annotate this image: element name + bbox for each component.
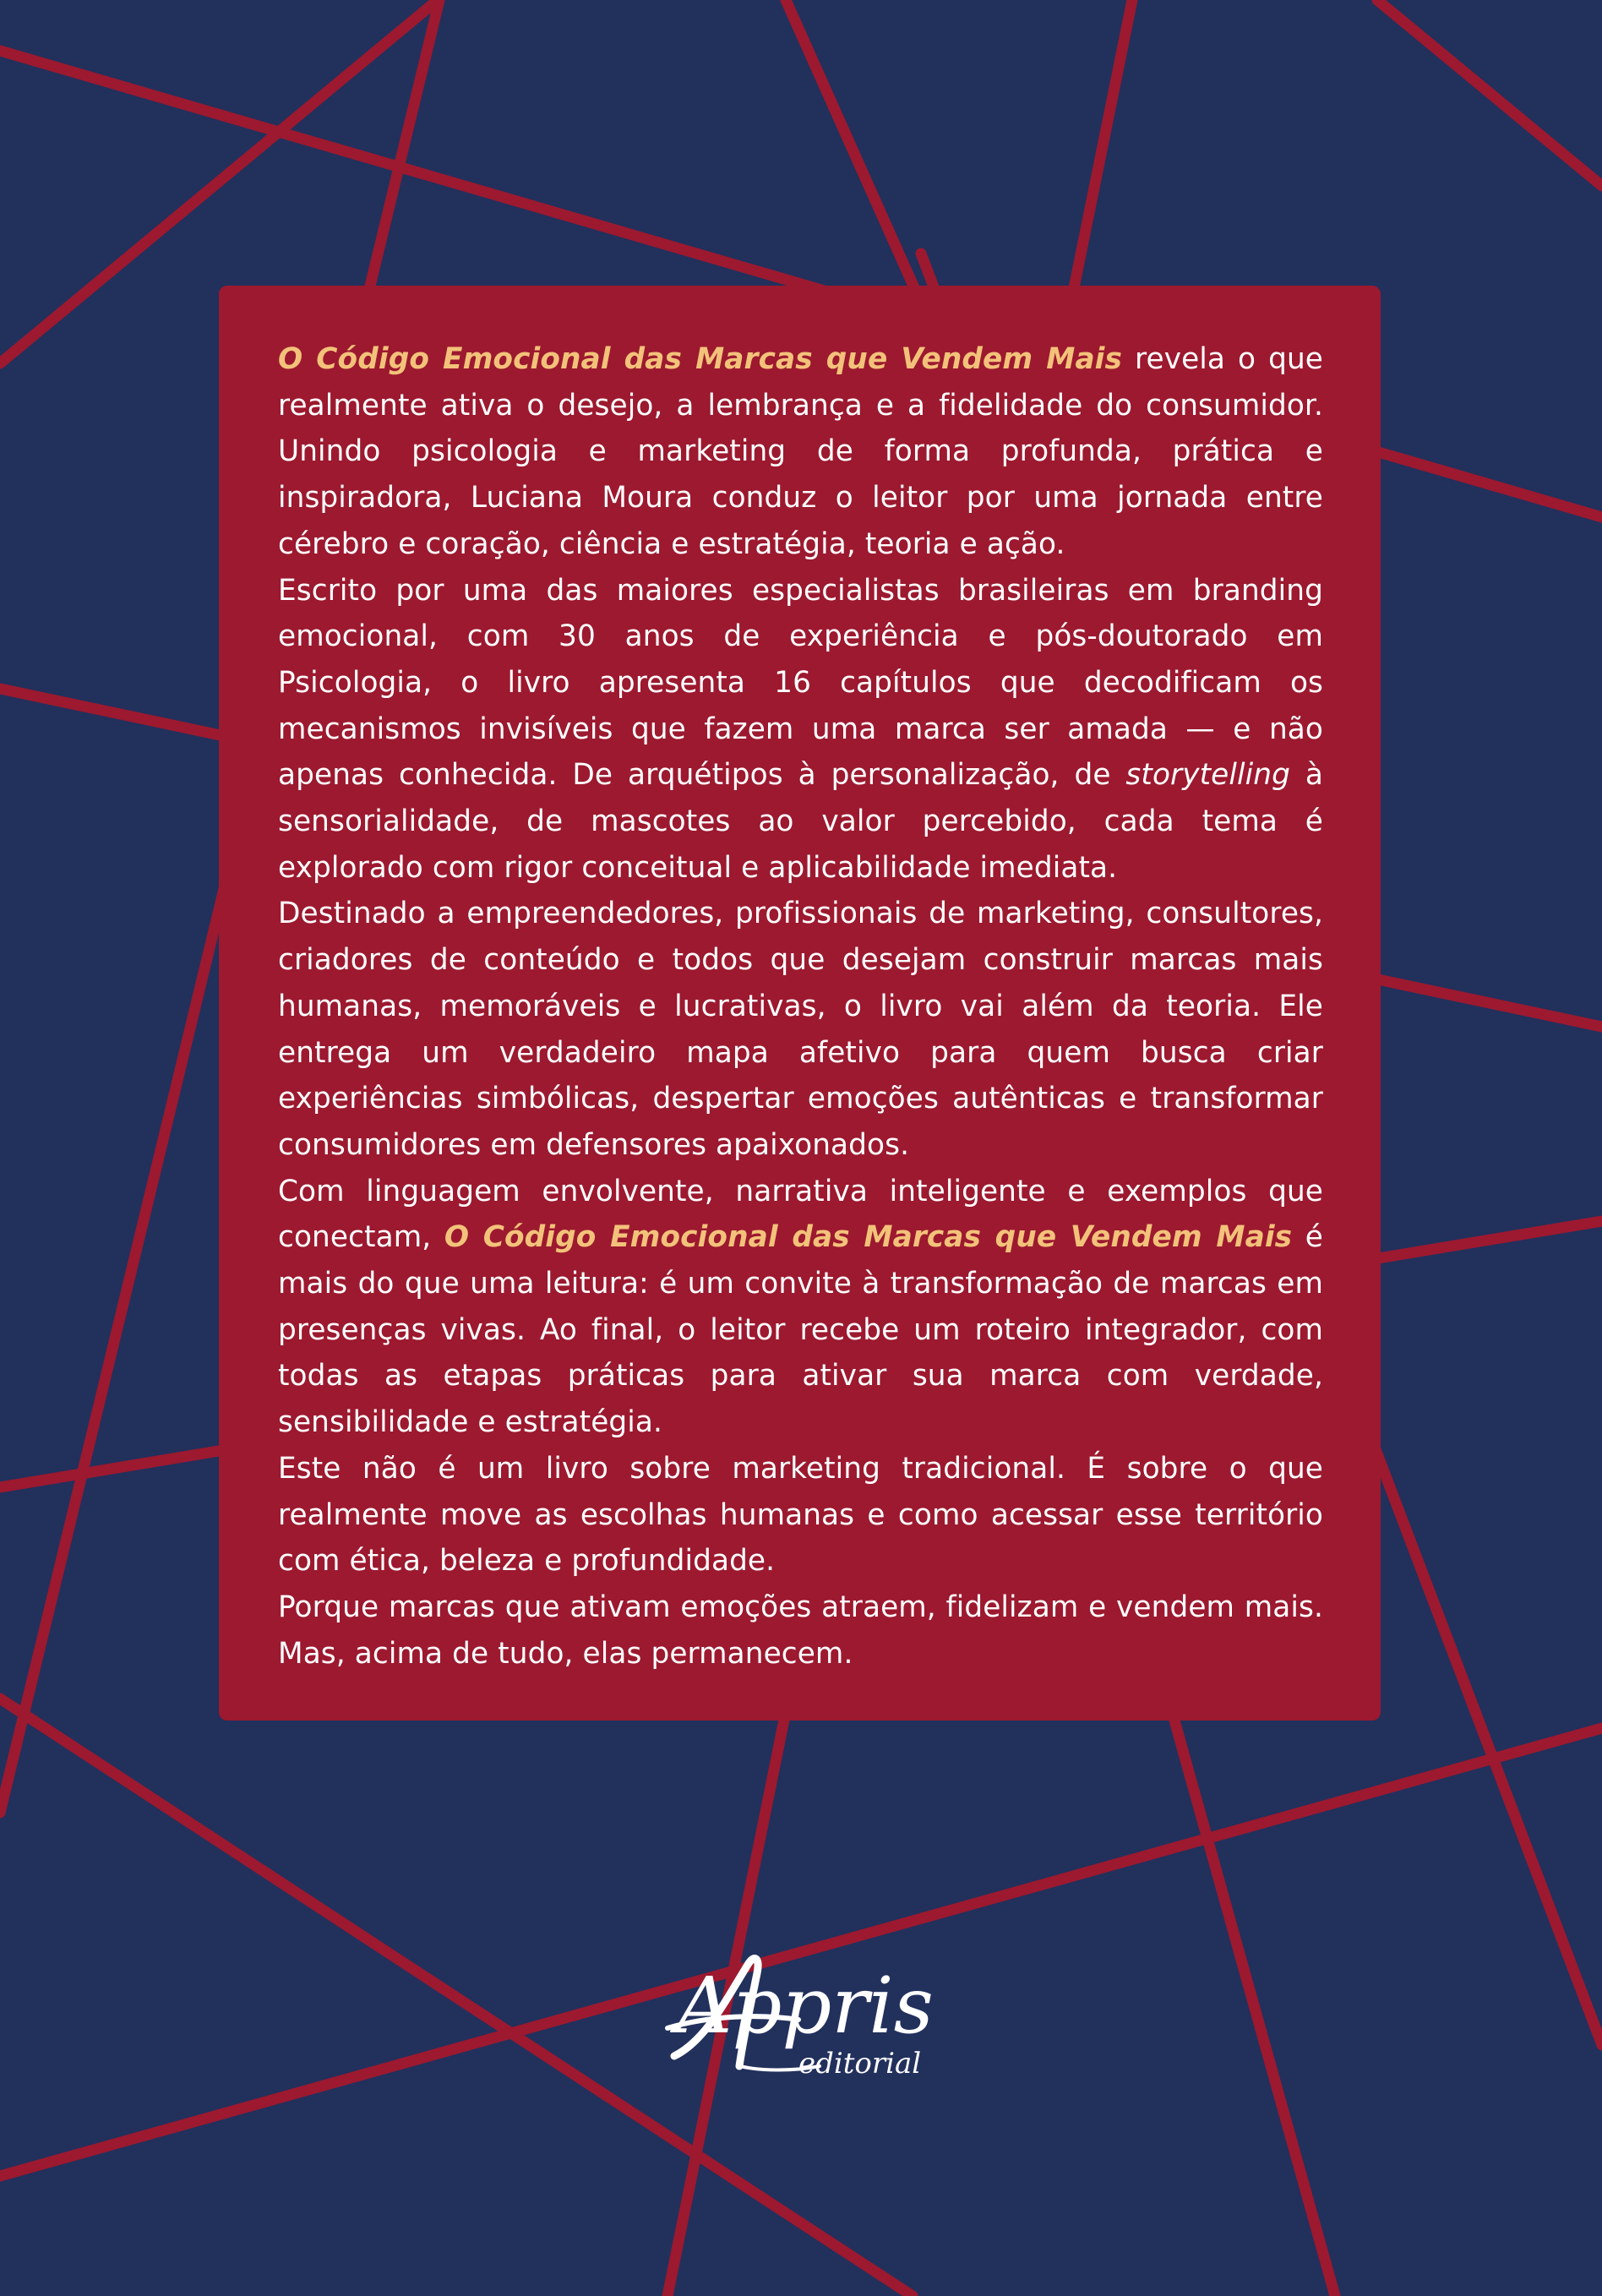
description-panel — [219, 286, 1381, 1721]
logo-wordmark: Appris — [676, 1961, 934, 2051]
book-title-highlight: O Código Emocional das Marcas que Vendem Mais — [278, 342, 1123, 376]
paragraph-4-text-b: é mais do que uma leitura: é um convite à transformação de marcas em presenças vivas. Ao final, o leitor recebe um roteiro integrador, com todas as etapas práticas para ativar sua marca com verdade, sensibilidade e estratégia. — [278, 1220, 1324, 1440]
paragraph-1 — [278, 336, 1323, 568]
bg-line — [1377, 0, 1602, 186]
paragraph-5: Este não é um livro sobre marketing tradicional. É sobre o que realmente move as escolhas humanas e como acessar esse território com ética, beleza e profundidade. — [278, 1451, 1323, 1579]
paragraph-2-italic: storytelling — [1125, 758, 1290, 793]
book-title-highlight: O Código Emocional das Marcas que Vendem Mais — [444, 1220, 1293, 1255]
paragraph-2-text-b: à sensorialidade, de mascotes ao valor percebido, cada tema é explorado com rigor conceitual e aplicabilidade imediata. — [278, 758, 1323, 885]
paragraph-3: Destinado a empreendedores, profissionais de marketing, consultores, criadores de conteúdo e todos que desejam construir marcas mais humanas, memoráveis e lucrativas, o livro vai além da teoria. Ele entrega um verdadeiro mapa afetivo para quem busca criar experiências simbólicas, despertar emoções autênticas e transformar consumidores em defensores apaixonados. — [278, 897, 1323, 1162]
paragraph-4 — [278, 1169, 1323, 1446]
paragraph-6: Porque marcas que ativam emoções atraem, fidelizam e vendem mais. Mas, acima de tudo, elas permanecem. — [278, 1590, 1323, 1671]
bg-line — [1166, 1690, 1335, 2296]
description-text — [278, 336, 1323, 1677]
paragraph-2 — [278, 568, 1323, 892]
paragraph-1-text: revela o que realmente ativa o desejo, a lembrança e a fidelidade do consumidor. Unindo psicologia e marketing de forma profunda, prática e inspiradora, Luciana Moura conduz o leitor por uma jornada entre cérebro e coração, ciência e estratégia, teoria e ação. — [278, 342, 1323, 561]
appris-editorial-logo — [659, 1948, 946, 2087]
paragraph-2-text-a: Escrito por uma das maiores especialistas brasileiras em branding emocional, com 30 anos de experiência e pós-doutorado em Psicologia, o livro apresenta 16 capítulos que decodificam os mecanismos invisíveis que fazem uma marca ser amada — e não apenas conhecida. De arquétipos à personalização, de — [278, 573, 1323, 793]
paragraph-4-text-a: Com linguagem envolvente, narrativa inteligente e exemplos que conectam, — [278, 1174, 1323, 1255]
logo-subtitle: editorial — [798, 2047, 922, 2081]
